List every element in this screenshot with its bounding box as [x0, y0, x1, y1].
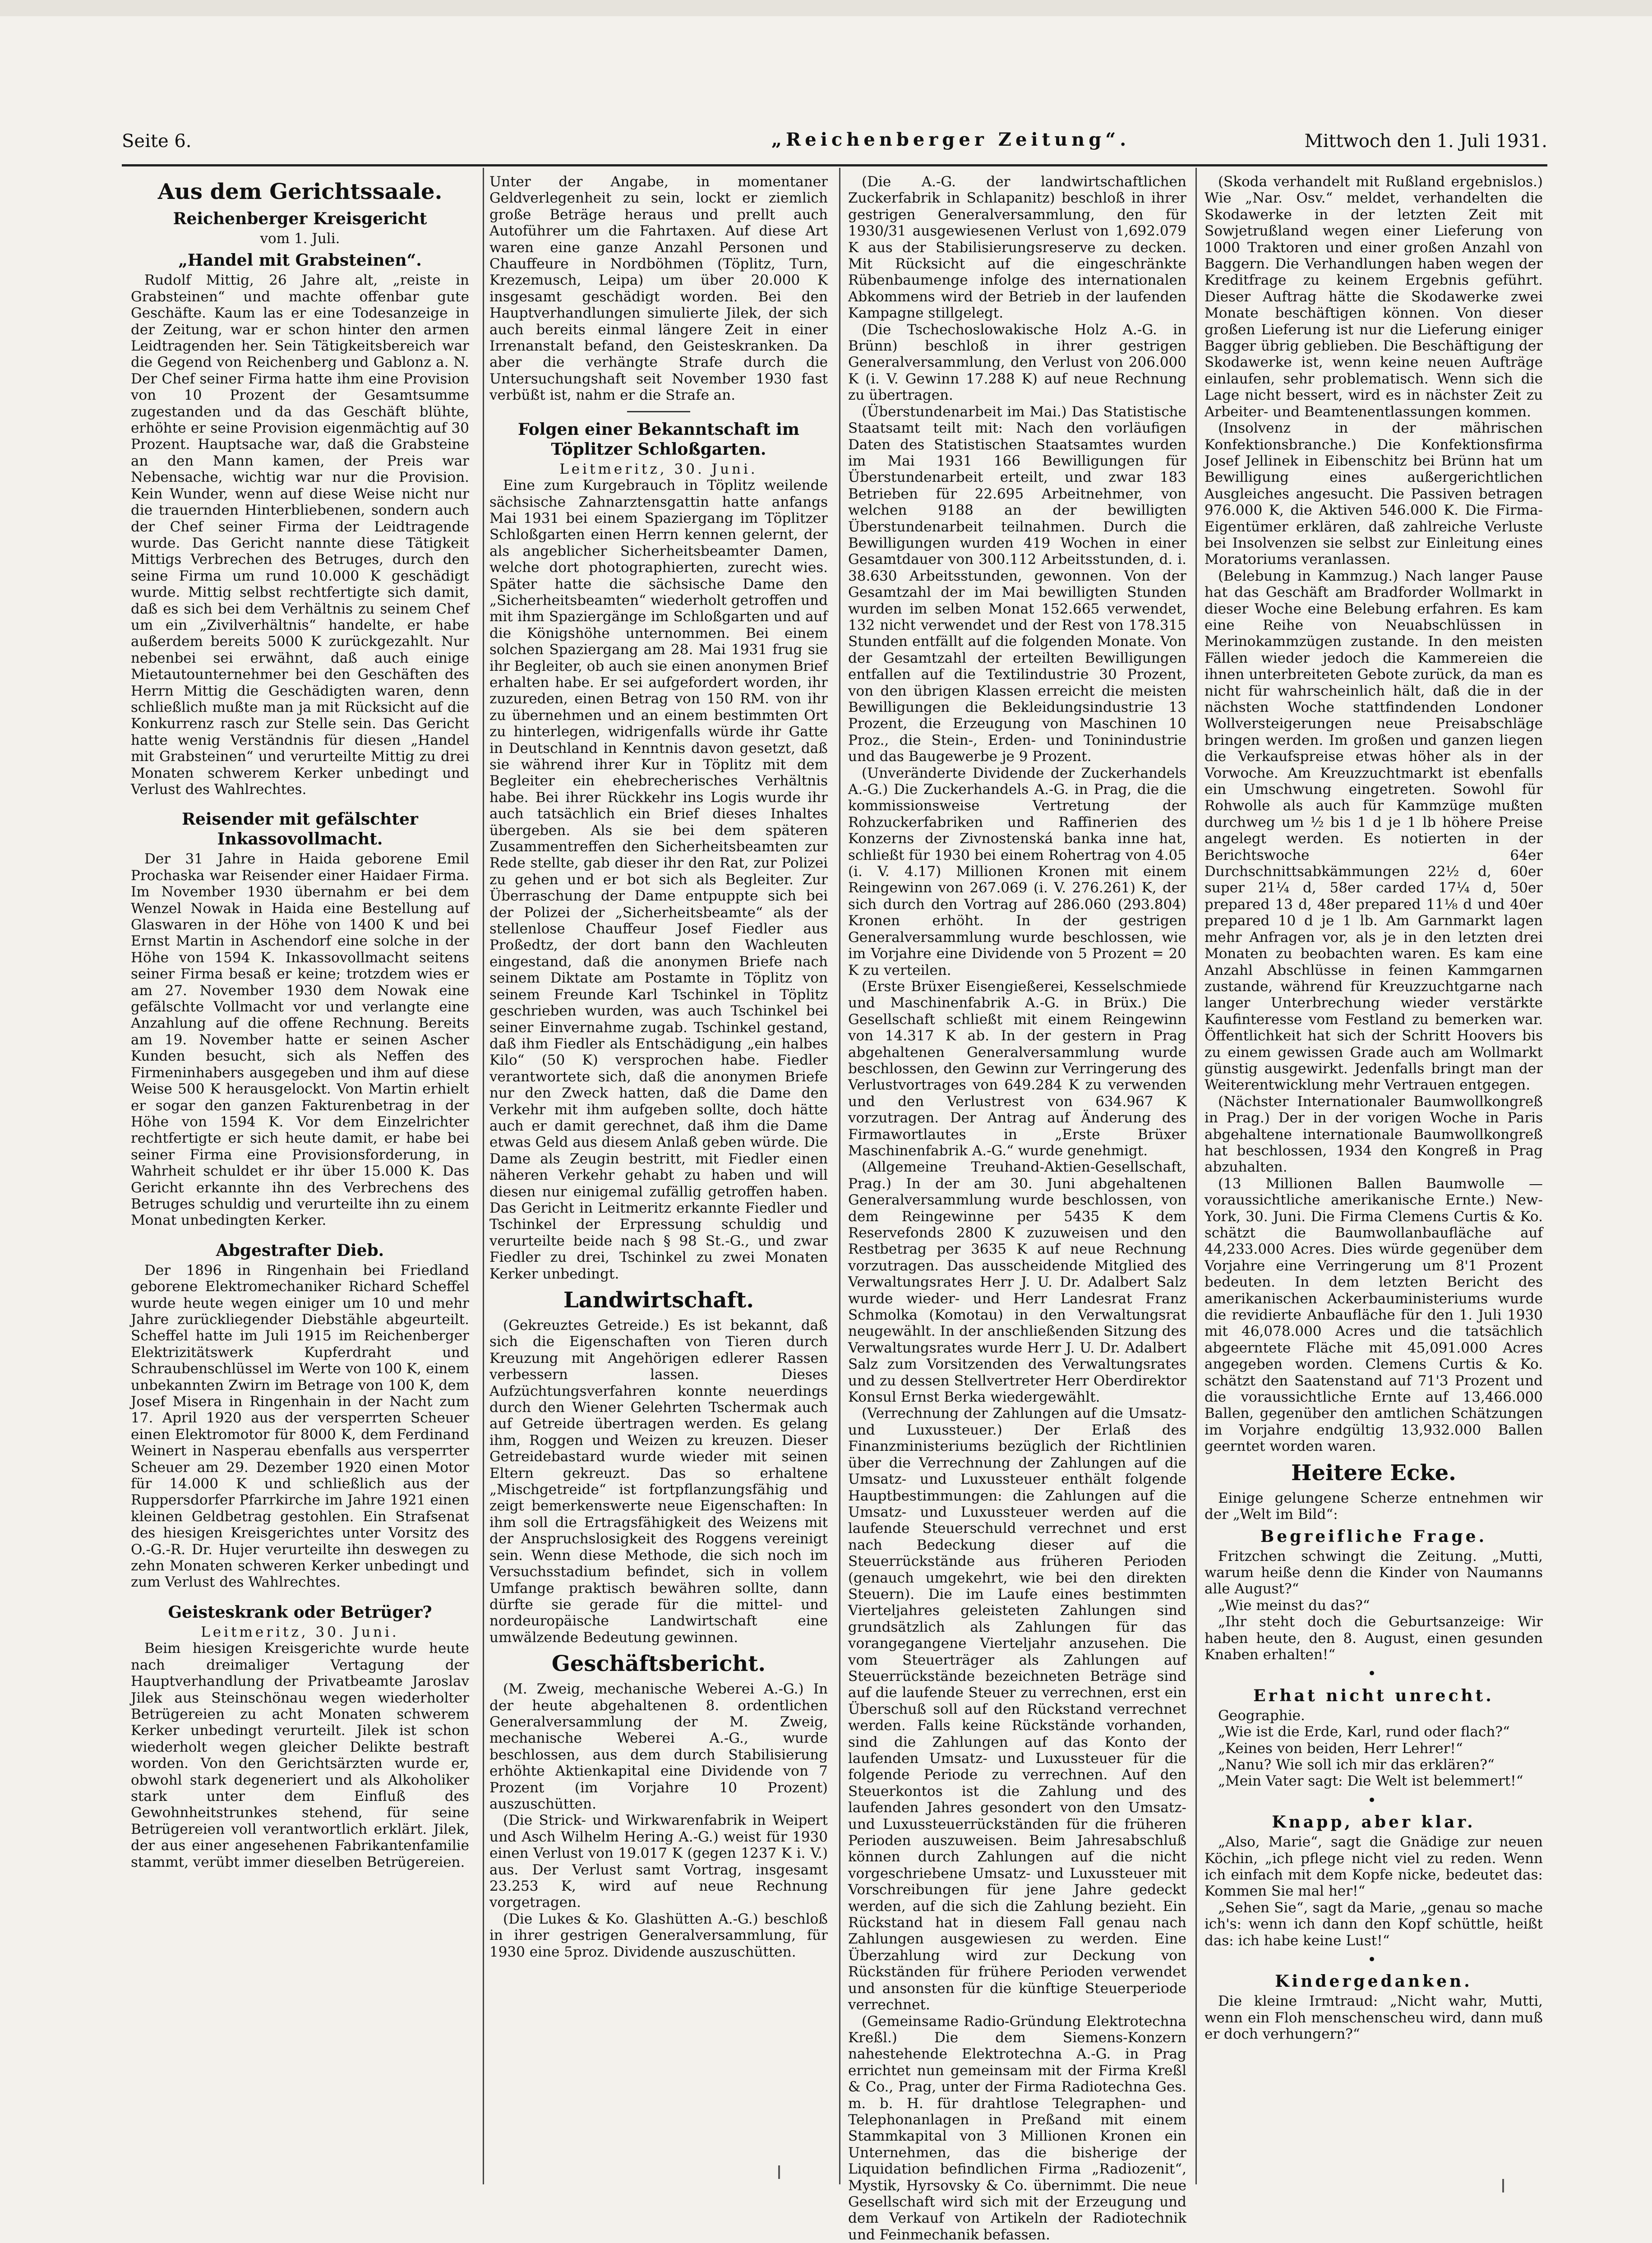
section-intro: Einige gelungene Scherze entnehmen wir der „Welt im Bild“:	[1204, 1490, 1543, 1523]
scan-mark	[778, 2165, 780, 2179]
article-body: Der 31 Jahre in Haida geborene Emil Prochaska war Reisender einer Haidaer Firma. Im November 1930 übernahm er bei dem Wenzel Nowak in Haida eine Bestellung auf Glaswaren in der Höhe von 1400 K und bei Ernst Martin in Aschendorf eine solche in der Höhe von 1594 K. Inkassovollmacht seitens seiner Firma besaß er keine; trotzdem wies er am 27. November 1930 dem Nowak eine gefälschte Vollmacht vor und verlangte eine Anzahlung auf die offene Rechnung. Bereits am 19. November hatte er seinen Ascher Kunden besucht, sich als Neffen des Firmeninhabers ausgegeben und ihm auf diese Weise 500 K herausgelockt. Von Martin erhielt er sogar den ganzen Fakturenbetrag in der Höhe von 1594 K. Vor dem Einzelrichter rechtfertigte er sich heute damit, er habe bei seiner Firma eine Provisionsforderung, in Wahrheit schuldet er ihr über 15.000 K. Das Gericht erkannte ihn des Verbrechens des Betruges schuldig und verurteilte ihn zu einem Monat unbedingten Kerker.	[131, 851, 469, 1228]
news-item: (Insolvenz in der mährischen Konfektionsbranche.) Die Konfektionsfirma Josef Jellinek in Eibenschitz bei Brünn hat um Bewilligung eines außergerichtlichen Ausgleiches angesucht. Die Passiven betragen 976.000 K, die Aktiven 546.000 K. Die Firma-Eigentümer erklären, daß zahlreiche Verluste bei Insolvenzen sie selbst zur Einleitung eines Moratoriums veranlassen.	[1204, 420, 1543, 568]
joke-title: Knapp, aber klar.	[1204, 1812, 1543, 1832]
article-body: Beim hiesigen Kreisgerichte wurde heute nach dreimaliger Vertagung der Hauptverhandlung der Privatbeamte Jaroslav Jilek aus Steinschönau wegen wiederholter Betrügereien zu acht Monaten schwerem Kerker unbedingt verurteilt. Jilek ist schon wiederholt wegen gleicher Delikte bestraft worden. Von den Gerichtsärzten wurde er, obwohl stark degeneriert und als Alkoholiker stark unter dem Einfluß des Gewohnheitstrunkes stehend, für seine Betrügereien voll verantwortlich erklärt. Jilek, der aus einer angesehenen Fabrikantenfamilie stammt, verübt immer dieselben Betrügereien.	[131, 1640, 469, 1870]
joke-title: Kindergedanken.	[1204, 1971, 1543, 1991]
column-3	[848, 174, 1186, 2190]
newspaper-title: „Reichenberger Zeitung“.	[771, 129, 1130, 150]
article-title: Geisteskrank oder Betrüger?	[131, 1602, 469, 1622]
column-rule	[1195, 168, 1197, 2184]
section-title: Aus dem Gerichtssaale.	[131, 178, 469, 205]
article-title: Folgen einer Bekanntschaft im Töplitzer Schloßgarten.	[489, 420, 828, 459]
article-title: „Handel mit Grabsteinen“.	[131, 250, 469, 270]
joke-title: Begreifliche Frage.	[1204, 1527, 1543, 1546]
news-item: (Überstundenarbeit im Mai.) Das Statistische Staatsamt teilt mit: Nach den vorläufigen Daten des Statistischen Staatsamtes wurden im Mai 1931 166 Bewilligungen für Überstundenarbeit erteilt, und zwar 183 Betrieben für 22.695 Arbeitnehmer, von welchen 9188 an der bewilligten Überstundenarbeit teilnahmen. Durch die Bewilligungen wurden 419 Wochen in einer Gesamtdauer von 300.112 Arbeitsstunden, d. i. 38.630 Arbeitsstunden, gewonnen. Von der Gesamtzahl der im Mai bewilligten Stunden wurden im selben Monat 152.665 verwendet, 132 nicht verwendet und der Rest von 178.315 Stunden entfällt auf die folgenden Monate. Von der Gesamtzahl der erteilten Bewilligungen entfallen auf die Textilindustrie 30 Prozent, von den übrigen Klassen erreicht die meisten Bewilligungen die Bekleidungsindustrie 13 Prozent, die Erzeugung von Maschinen 10 Proz., die Stein-, Erden- und Toninindustrie und das Baugewerbe je 9 Prozent.	[848, 404, 1186, 765]
court-date: vom 1. Juli.	[131, 231, 469, 247]
article-body: Rudolf Mittig, 26 Jahre alt, „reiste in Grabsteinen“ und machte offenbar gute Geschäfte. Kaum las er eine Todesanzeige in der Zeitung, war er schon hinter den armen Leidtragenden her. Sein Tätigkeitsbereich war die Gegend von Reichenberg und Gablonz a. N. Der Chef seiner Firma hatte ihm eine Provision von 10 Prozent der Gesamtsumme zugestanden und da das Geschäft blühte, erhöhte er seine Provision eigenmächtig auf 30 Prozent. Hauptsache war, daß die Grabsteine an den Mann kamen, der Preis war Nebensache, wichtig war nur die Provision. Kein Wunder, wenn auf diese Weise nicht nur die trauernden Hinterbliebenen, sondern auch der Chef seiner Firma der Leidtragende wurde. Das Gericht nannte diese Tätigkeit Mittigs Verbrechen des Betruges, durch den seine Firma um rund 10.000 K geschädigt wurde. Mittig selbst rechtfertigte sich damit, daß es sich bei dem Verhältnis zu seinem Chef um ein „Zivilverhältnis“ handelte, er habe außerdem bereits 5000 K zurückgezahlt. Nur nebenbei sei erwähnt, daß auch einige Mietautounternehmer bei den Geschäften des Herrn Mittig die Geschädigten waren, denn schließlich mußte man ja mit Rücksicht auf die Konkurrenz rasch zur Stelle sein. Das Gericht hatte wenig Verständnis für diesen „Handel mit Grabsteinen“ und verurteilte Mittig zu drei Monaten schwerem Kerker unbedingt und Verlust des Wahlrechtes.	[131, 272, 469, 798]
news-item: (M. Zweig, mechanische Weberei A.-G.) In der heute abgehaltenen 8. ordentlichen Generalversammlung der M. Zweig, mechanische Weberei A.-G., wurde beschlossen, aus dem durch Stabilisierung erhöhte Aktienkapital eine Dividende von 7 Prozent (im Vorjahre 10 Prozent) auszuschütten.	[489, 1681, 828, 1812]
article-body: (Gekreuztes Getreide.) Es ist bekannt, daß sich die Eigenschaften von Tieren durch Kreuzung mit Angehörigen edlerer Rassen verbessern lassen. Dieses Aufzüchtungsverfahren konnte neuerdings durch den Wiener Gelehrten Tschermak auch auf Getreide übertragen werden. Es gelang ihm, Roggen und Weizen zu kreuzen. Dieser Getreidebastard wurde wieder mit seinen Eltern gekreuzt. Das so erhaltene „Mischgetreide“ ist fortpflanzungsfähig und zeigt bemerkenswerte neue Eigenschaften: In ihm soll die Ertragsfähigkeit des Weizens mit der Anspruchslosigkeit des Roggens vereinigt sein. Wenn diese Methode, die sich noch im Versuchsstadium befindet, sich in vollem Umfange praktisch bewähren sollte, dann dürfte sie gerade für die mittel- und nordeuropäische Landwirtschaft eine umwälzende Bedeutung gewinnen.	[489, 1317, 828, 1646]
page-number-label: Seite 6.	[122, 131, 192, 152]
joke-line: „Wie meinst du das?“	[1204, 1597, 1543, 1614]
section-title: Geschäftsbericht.	[489, 1650, 828, 1677]
scan-top-edge	[0, 0, 1652, 16]
separator-dot: •	[1204, 1792, 1543, 1809]
section-title: Heitere Ecke.	[1204, 1459, 1543, 1486]
news-item: (Die A.-G. der landwirtschaftlichen Zuckerfabrik in Schlapanitz) beschloß in ihrer gestrigen Generalversammlung, den für 1930/31 ausgewiesenen Verlust von 1,692.079 K aus der Stabilisierungsreserve zu decken. Mit Rücksicht auf die eingeschränkte Rübenbaumenge infolge des internationalen Abkommens wird der Betrieb in der laufenden Kampagne stillgelegt.	[848, 174, 1186, 322]
news-item: (Die Strick- und Wirkwarenfabrik in Weipert und Asch Wilhelm Hering A.-G.) weist für 1930 einen Verlust von 19.017 K (gegen 1237 K i. V.) aus. Der Verlust samt Vortrag, insgesamt 23.253 K, wird auf neue Rechnung vorgetragen.	[489, 1812, 828, 1911]
news-item: (Erste Brüxer Eisengießerei, Kesselschmiede und Maschinenfabrik A.-G. in Brüx.) Die Gesellschaft schließt mit einem Reingewinn von 14.317 K ab. In der gestern in Prag abgehaltenen Generalversammlung wurde beschlossen, den Gewinn zur Verringerung des Verlustvortrages von 649.284 K zu verwenden und den Verlustrest von 634.967 K vorzutragen. Der Antrag auf Änderung des Firmawortlautes in „Erste Brüxer Maschinenfabrik A.-G.“ wurde genehmigt.	[848, 978, 1186, 1159]
joke-line: „Nanu? Wie soll ich mir das erklären?“	[1204, 1757, 1543, 1773]
column-rule	[839, 168, 840, 2184]
joke-line: „Ihr steht doch die Geburtsanzeige: Wir haben heute, den 8. August, einen gesunden Knaben erhalten!“	[1204, 1614, 1543, 1663]
separator-dot: •	[1204, 1666, 1543, 1682]
joke-line: „Mein Vater sagt: Die Welt ist belemmert!“	[1204, 1773, 1543, 1789]
news-item: (Verrechnung der Zahlungen auf die Umsatz- und Luxussteuer.) Der Erlaß des Finanzministeriums bezüglich der Richtlinien über die Verrechnung der Zahlungen auf die Umsatz- und Luxussteuer enthält folgende Hauptbestimmungen: die Zahlungen auf die Umsatz- und Luxussteuer werden auf die laufende Steuerschuld verrechnet und erst nach Bedeckung dieser auf die Steuerrückstände aus früheren Perioden (genauch umgekehrt, wie bei den direkten Steuern). Die im Laufe eines bestimmten Vierteljahres geleisteten Zahlungen sind grundsätzlich als Zahlungen für das vorangegangene Vierteljahr anzusehen. Die vom Steuerträger als Zahlungen auf Steuerrückstände bezeichneten Beträge sind auf die laufende Steuer zu verrechnen, erst ein Überschuß soll auf den Rückstand verrechnet werden. Falls keine Rückstände vorhanden, sind die Zahlungen auf das Konto der laufenden Umsatz- und Luxussteuer für die folgende Periode zu verrechnen. Auf den Steuerkontos ist die Zahlung und des laufenden Jahres gesondert von den Umsatz- und Luxussteuerrückständen für die früheren Perioden auszuweisen. Beim Jahresabschluß können durch Zahlungen auf die nicht vorgeschriebene Umsatz- und Luxussteuer mit Vorschreibungen für jene Jahre gedeckt werden, auf die sich die Zahlung bezieht. Ein Rückstand hat in diesem Fall genau nach Zahlungen ausgewiesen zu werden. Eine Überzahlung wird zur Deckung von Rückständen für frühere Perioden verwendet und ansonsten für die künftige Steuerperiode verrechnet.	[848, 1405, 1186, 2013]
news-item: (Allgemeine Treuhand-Aktien-Gesellschaft, Prag.) In der am 30. Juni abgehaltenen Generalversammlung wurde beschlossen, von dem Reingewinne per 5435 K dem Reservefonds 2800 K zuzuweisen und den Restbetrag per 3635 K auf neue Rechnung vorzutragen. Das ausscheidende Mitglied des Verwaltungsrates Herr J. U. Dr. Adalbert Salz wurde wieder- und Herr Landesrat Franz Schmolka (Komotau) in den Verwaltungsrat neugewählt. In der anschließenden Sitzung des Verwaltungsrates wurde Herr J. U. Dr. Adalbert Salz zum Vorsitzenden des Verwaltungsrates und zu dessen Stellvertreter Herr Oberdirektor Konsul Ernst Berka wiedergewählt.	[848, 1159, 1186, 1405]
joke-line: „Also, Marie“, sagt die Gnädige zur neuen Köchin, „ich pflege nicht viel zu reden. Wenn ich einfach mit dem Kopfe nicke, bedeutet das: Kommen Sie mal her!“	[1204, 1834, 1543, 1900]
scan-mark	[1502, 2179, 1504, 2192]
joke-line: „Keines von beiden, Herr Lehrer!“	[1204, 1740, 1543, 1757]
article-title: Reisender mit gefälschter Inkassovollmacht.	[131, 809, 469, 849]
joke-line: „Sehen Sie“, sagt da Marie, „genau so mache ich's: wenn ich dann den Kopf schüttle, heißt das: ich habe keine Lust!“	[1204, 1900, 1543, 1949]
news-item: (Nächster Internationaler Baumwollkongreß in Prag.) Der in der vorigen Woche in Paris abgehaltene internationale Baumwollkongreß hat beschlossen, 1934 den Kongreß in Prag abzuhalten.	[1204, 1094, 1543, 1176]
court-title: Reichenberger Kreisgericht	[131, 209, 469, 229]
column-rule	[483, 168, 484, 2184]
column-4	[1204, 174, 1543, 2190]
issue-date: Mittwoch den 1. Juli 1931.	[1305, 131, 1547, 152]
news-item: (13 Millionen Ballen Baumwolle — voraussichtliche amerikanische Ernte.) New-York, 30. Juni. Die Firma Clemens Curtis & Ko. schätzt die Baumwollanbaufläche auf 44,233.000 Acres. Dies würde gegenüber dem Vorjahre eine Verringerung um 8'1 Prozent bedeuten. In dem letzten Bericht des amerikanischen Ackerbauministeriums wurde die revidierte Anbaufläche für den 1. Juli 1930 mit 46,078.000 Acres und die tatsächlich abgeerntete Fläche mit 45,091.000 Acres angegeben worden. Clemens Curtis & Ko. schätzt den Saatenstand auf 71'3 Prozent und die voraussichtliche Ernte auf 13,466.000 Ballen, gegenüber den amtlichen Schätzungen im Vorjahre endgültig 13,932.000 Ballen geerntet worden waren.	[1204, 1176, 1543, 1455]
joke-title: Erhat nicht unrecht.	[1204, 1686, 1543, 1706]
news-item: (Skoda verhandelt mit Rußland ergebnislos.) Wie „Nar. Osv.“ meldet, verhandelten die Skodawerke in der letzten Zeit mit Sowjetrußland wegen einer Lieferung von 1000 Traktoren und einer großen Anzahl von Baggern. Die Verhandlungen haben wegen der Kreditfrage zu keinem Ergebnis geführt. Dieser Auftrag hätte die Skodawerke zwei Monate beschäftigen können. Von dieser großen Lieferung ist nur die Lieferung einiger Bagger übrig geblieben. Die Beschäftigung der Skodawerke ist, wenn keine neuen Aufträge einlaufen, sehr problematisch. Wenn sich die Lage nicht bessert, wird es in nächster Zeit zu Arbeiter- und Beamtenentlassungen kommen.	[1204, 174, 1543, 420]
section-title: Landwirtschaft.	[489, 1287, 828, 1314]
news-item: (Die Lukes & Ko. Glashütten A.-G.) beschloß in ihrer gestrigen Generalversammlung, für 1930 eine 5proz. Dividende auszuschütten.	[489, 1911, 828, 1960]
separator-rule	[627, 411, 690, 412]
dateline: Leitmeritz, 30. Juni.	[489, 461, 828, 477]
news-item: (Gemeinsame Radio-Gründung Elektrotechna Kreßl.) Die dem Siemens-Konzern nahestehende Elektrotechna A.-G. in Prag errichtet nun gemeinsam mit der Firma Kreßl & Co., Prag, unter der Firma Radiotechna Ges. m. b. H. für drahtlose Telegraphen- und Telephonanlagen in Preßand mit einem Stammkapital von 3 Millionen Kronen ein Unternehmen, das die bisherige der Liquidation befindlichen Firma „Radiozenit“, Mystik, Hyrsovsky & Co. übernimmt. Die neue Gesellschaft wird sich mit der Erzeugung und dem Verkauf von Artikeln der Radiotechnik und Feinmechanik befassen.	[848, 2013, 1186, 2243]
news-item: (Die Tschechoslowakische Holz A.-G. in Brünn) beschloß in ihrer gestrigen Generalversammlung, den Verlust von 206.000 K (i. V. Gewinn 17.288 K) auf neue Rechnung zu übertragen.	[848, 322, 1186, 404]
joke-line: „Wie ist die Erde, Karl, rund oder flach?“	[1204, 1724, 1543, 1740]
column-2	[489, 174, 828, 2190]
joke-line: Die kleine Irmtraud: „Nicht wahr, Mutti, wenn ein Floh menschenscheu wird, dann muß er doch verhungern?“	[1204, 1993, 1543, 2042]
dateline: Leitmeritz, 30. Juni.	[131, 1624, 469, 1640]
article-title: Abgestrafter Dieb.	[131, 1241, 469, 1260]
news-item: (Unveränderte Dividende der Zuckerhandels A.-G.) Die Zuckerhandels A.-G. in Prag, die die kommissionsweise Vertretung der Rohzuckerfabriken und Raffinerien des Konzerns der Zivnostenská banka inne hat, schließt für 1930 bei einem Rohertrag von 4.05 (i. V. 4.17) Millionen Kronen mit einem Reingewinn von 267.069 (i. V. 276.261) K, der sich durch den Vortrag auf 286.060 (293.804) Kronen erhöht. In der gestrigen Generalversammlung wurde beschlossen, wie im Vorjahre eine Dividende von 5 Prozent = 20 K zu verteilen.	[848, 765, 1186, 978]
page-header	[122, 126, 1547, 158]
article-body: Unter der Angabe, in momentaner Geldverlegenheit zu sein, lockt er ziemlich große Beträge heraus und prellt auch Autoführer um die Fahrtaxen. Auf diese Art waren eine ganze Anzahl Personen und Chauffeure in Nordböhmen (Töplitz, Turn, Krezemusch, Leipa) um über 20.000 K insgesamt geschädigt worden. Bei den Hauptverhandlungen simulierte Jilek, der sich auch bereits einmal längere Zeit in einer Irrenanstalt befand, den Geisteskranken. Da aber die verhängte Strafe durch die Untersuchungshaft seit November 1930 fast verbüßt ist, nahm er die Strafe an.	[489, 174, 828, 404]
news-item: (Belebung in Kammzug.) Nach langer Pause hat das Geschäft am Bradforder Wollmarkt in dieser Woche eine Belebung erfahren. Es kam eine Reihe von Neuabschlüssen in Merinokammzügen zustande. In den meisten Fällen wieder jedoch die Kammereien die ihnen unterbreiteten Gebote zurück, da man es nicht für wahrscheinlich hält, daß die in der nächsten Woche stattfindenden Londoner Wollversteigerungen neue Preisabschläge bringen werden. Im großen und ganzen liegen die Verkaufspreise etwas höher als in der Vorwoche. Am Kreuzzuchtmarkt ist ebenfalls ein Umschwung eingetreten. Sowohl für Rohwolle als auch für Kammzüge mußten durchweg um ½ bis 1 d je 1 lb höhere Preise angelegt werden. Es notierten in der Berichtswoche 64er Durchschnittsabkämmungen 22½ d, 60er super 21¼ d, 58er carded 17¼ d, 50er prepared 13 d, 48er prepared 11⅛ d und 40er prepared 10 d je 1 lb. Am Garnmarkt lagen mehr Anfragen vor, als je in den letzten drei Monaten zu beobachten waren. Es kam eine Anzahl Abschlüsse in feinen Kammgarnen zustande, während für Kreuzzuchtgarne nach langer Unterbrechung wieder verstärkte Kaufinteresse vom Festland zu bemerken war. Öffentlichkeit hat sich der Schritt Hoovers bis zu einem gewissen Grade auch am Wollmarkt günstig ausgewirkt. Jedenfalls bringt man der Weiterentwicklung mehr Vertrauen entgegen.	[1204, 568, 1543, 1094]
joke-line: Geographie.	[1204, 1708, 1543, 1724]
article-body: Der 1896 in Ringenhain bei Friedland geborene Elektromechaniker Richard Scheffel wurde heute wegen einiger um 10 und mehr Jahre zurückliegender Diebstähle abgeurteilt. Scheffel hatte im Juli 1915 im Reichenberger Elektrizitätswerk Kupferdraht und Schraubenschlüssel im Werte von 100 K, einem unbekannten Zwirn im Betrage von 100 K, dem Josef Misera in Ringenhain in der Nacht zum 17. April 1920 aus der versperrten Scheuer einen Elektromotor für 8000 K, dem Ferdinand Weinert in Nasperau ebenfalls aus versperrter Scheuer am 29. Dezember 1920 einen Motor für 14.000 K und schließlich aus der Ruppersdorfer Pfarrkirche im Jahre 1921 einen kleinen Geldbetrag gestohlen. Ein Strafsenat des hiesigen Kreisgerichtes unter Vorsitz des O.-G.-R. Dr. Hujer verurteilte ihn deswegen zu zehn Monaten schweren Kerker unbedingt und zum Verlust des Wahlrechtes.	[131, 1262, 469, 1591]
column-1	[131, 174, 469, 2190]
joke-line: Fritzchen schwingt die Zeitung. „Mutti, warum heiße denn die Kinder von Naumanns alle August?“	[1204, 1548, 1543, 1597]
separator-dot: •	[1204, 1952, 1543, 1968]
article-body: Eine zum Kurgebrauch in Töplitz weilende sächsische Zahnarztensgattin hatte anfangs Mai 1931 bei einem Spaziergang im Töplitzer Schloßgarten einen Herrn kennen gelernt, der als angeblicher Sicherheitsbeamter Damen, welche dort photographierten, zurecht wies. Später hatte die sächsische Dame den „Sicherheitsbeamten“ wiederholt getroffen und mit ihm Spaziergänge im Schloßgarten und auf die Königshöhe unternommen. Bei einem solchen Spaziergang am 28. Mai 1931 frug sie ihr Begleiter, ob auch sie einen anonymen Brief erhalten habe. Er sei aufgefordert worden, ihr zuzureden, einen Betrag von 150 RM. von ihr zu übernehmen und an einem bestimmten Ort zu hinterlegen, widrigenfalls würde ihr Gatte in Deutschland in Kenntnis davon gesetzt, daß sie während ihrer Kur in Töplitz mit dem Begleiter ein ehebrecherisches Verhältnis habe. Bei ihrer Rückkehr ins Logis wurde ihr auch tatsächlich ein Brief dieses Inhaltes übergeben. Als sie bei dem späteren Zusammentreffen den Sicherheitsbeamten zur Rede stellte, gab dieser ihr den Rat, zur Polizei zu gehen und er bot sich als Begleiter. Zur Überraschung der Dame entpuppte sich bei der Polizei der „Sicherheitsbeamte“ als der stellenlose Chauffeur Josef Fiedler aus Proßedtz, der dort bann den Wachleuten eingestand, daß die anonymen Briefe nach seinem Diktate am Postamte in Töplitz von seinem Freunde Karl Tschinkel in Töplitz geschrieben wurden, was auch Tschinkel bei seiner Einvernahme zugab. Tschinkel gestand, daß ihm Fiedler als Entschädigung „ein halbes Kilo“ (50 K) versprochen habe. Fiedler verantwortete sich, daß die anonymen Briefe nur den Zweck hatten, daß die Dame den Verkehr mit ihm aufgeben sollte, doch hätte auch er damit gerechnet, daß ihm die Dame etwas Geld aus diesem Anlaß geben würde. Die Dame als Zeugin bestritt, mit Fiedler einen näheren Verkehr gehabt zu haben und will diesen nur einigemal zufällig getroffen haben. Das Gericht in Leitmeritz erkannte Fiedler und Tschinkel der Erpressung schuldig und verurteilte beide nach § 98 St.-G., und zwar Fiedler zu drei, Tschinkel zu zwei Monaten Kerker unbedingt.	[489, 477, 828, 1282]
header-rule	[122, 164, 1547, 166]
